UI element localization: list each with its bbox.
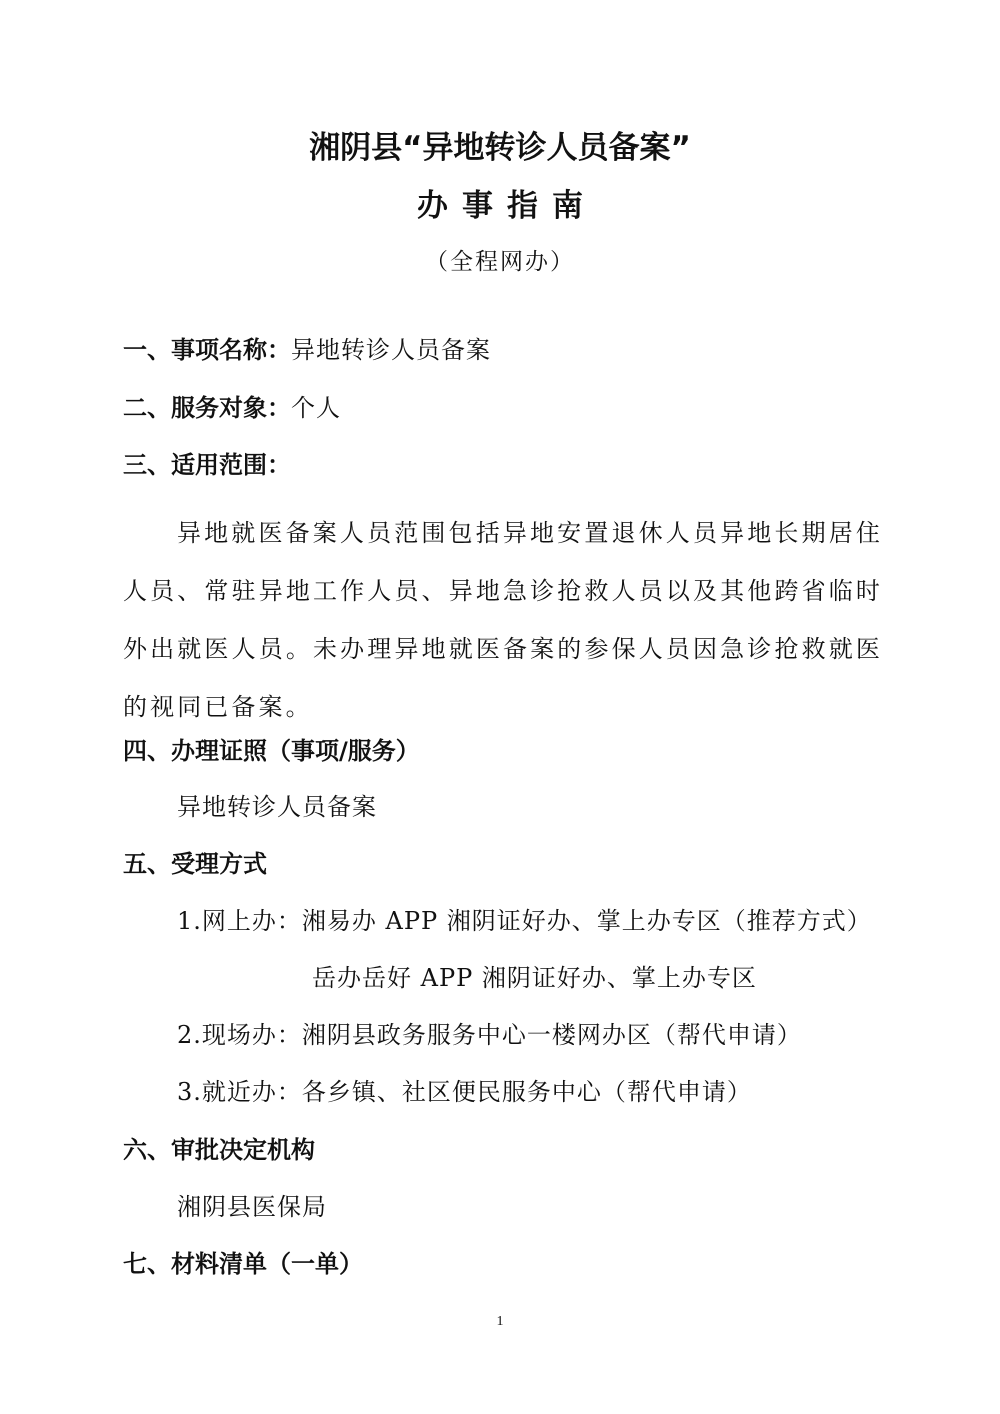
document-subtitle: （全程网办） [425, 249, 575, 275]
document-title-guide: 办事指南 [417, 188, 597, 224]
acceptance-value: 湘易办 APP 湘阴证好办、掌上办专区（推荐方式） [301, 907, 872, 935]
acceptance-label: 2.现场办： [177, 1021, 302, 1049]
section-service-target [123, 392, 341, 424]
section-license-body: 异地转诊人员备案 [177, 793, 377, 821]
section-value: 异地转诊人员备案 [291, 336, 491, 364]
section-scope-body: 异地就医备案人员范围包括异地安置退休人员异地长期居住人员、常驻异地工作人员、异地急诊抢救人员以及其他跨省临时外出就医人员。未办理异地就医备案的参保人员因急诊抢救就医的视同已备案。 [123, 519, 883, 721]
section-value: 个人 [291, 394, 341, 422]
acceptance-nearby [177, 1076, 752, 1108]
section-acceptance-heading: 五、受理方式 [123, 850, 267, 878]
section-scope-heading: 三、适用范围： [123, 451, 291, 479]
acceptance-value: 岳办岳好 APP 湘阴证好办、掌上办专区 [312, 964, 757, 992]
document-title: 湘阴县“异地转诊人员备案” [309, 130, 691, 166]
acceptance-online-alt [312, 962, 757, 994]
acceptance-label: 3.就近办： [177, 1078, 302, 1106]
section-item-name [123, 334, 491, 366]
acceptance-label: 1.网上办： [177, 907, 302, 935]
section-materials-heading: 七、材料清单（一单） [123, 1250, 363, 1278]
section-approval-heading: 六、审批决定机构 [123, 1136, 315, 1164]
acceptance-value: 湘阴县政务服务中心一楼网办区（帮代申请） [301, 1021, 802, 1049]
section-heading: 一、事项名称： [123, 336, 291, 364]
acceptance-onsite [177, 1019, 802, 1051]
section-heading: 二、服务对象： [123, 394, 291, 422]
page-number: 1 [496, 1314, 504, 1329]
acceptance-value: 各乡镇、社区便民服务中心（帮代申请） [301, 1078, 752, 1106]
section-approval-body: 湘阴县医保局 [177, 1193, 327, 1221]
acceptance-online [177, 905, 872, 937]
section-license-heading: 四、办理证照（事项/服务） [123, 737, 420, 765]
